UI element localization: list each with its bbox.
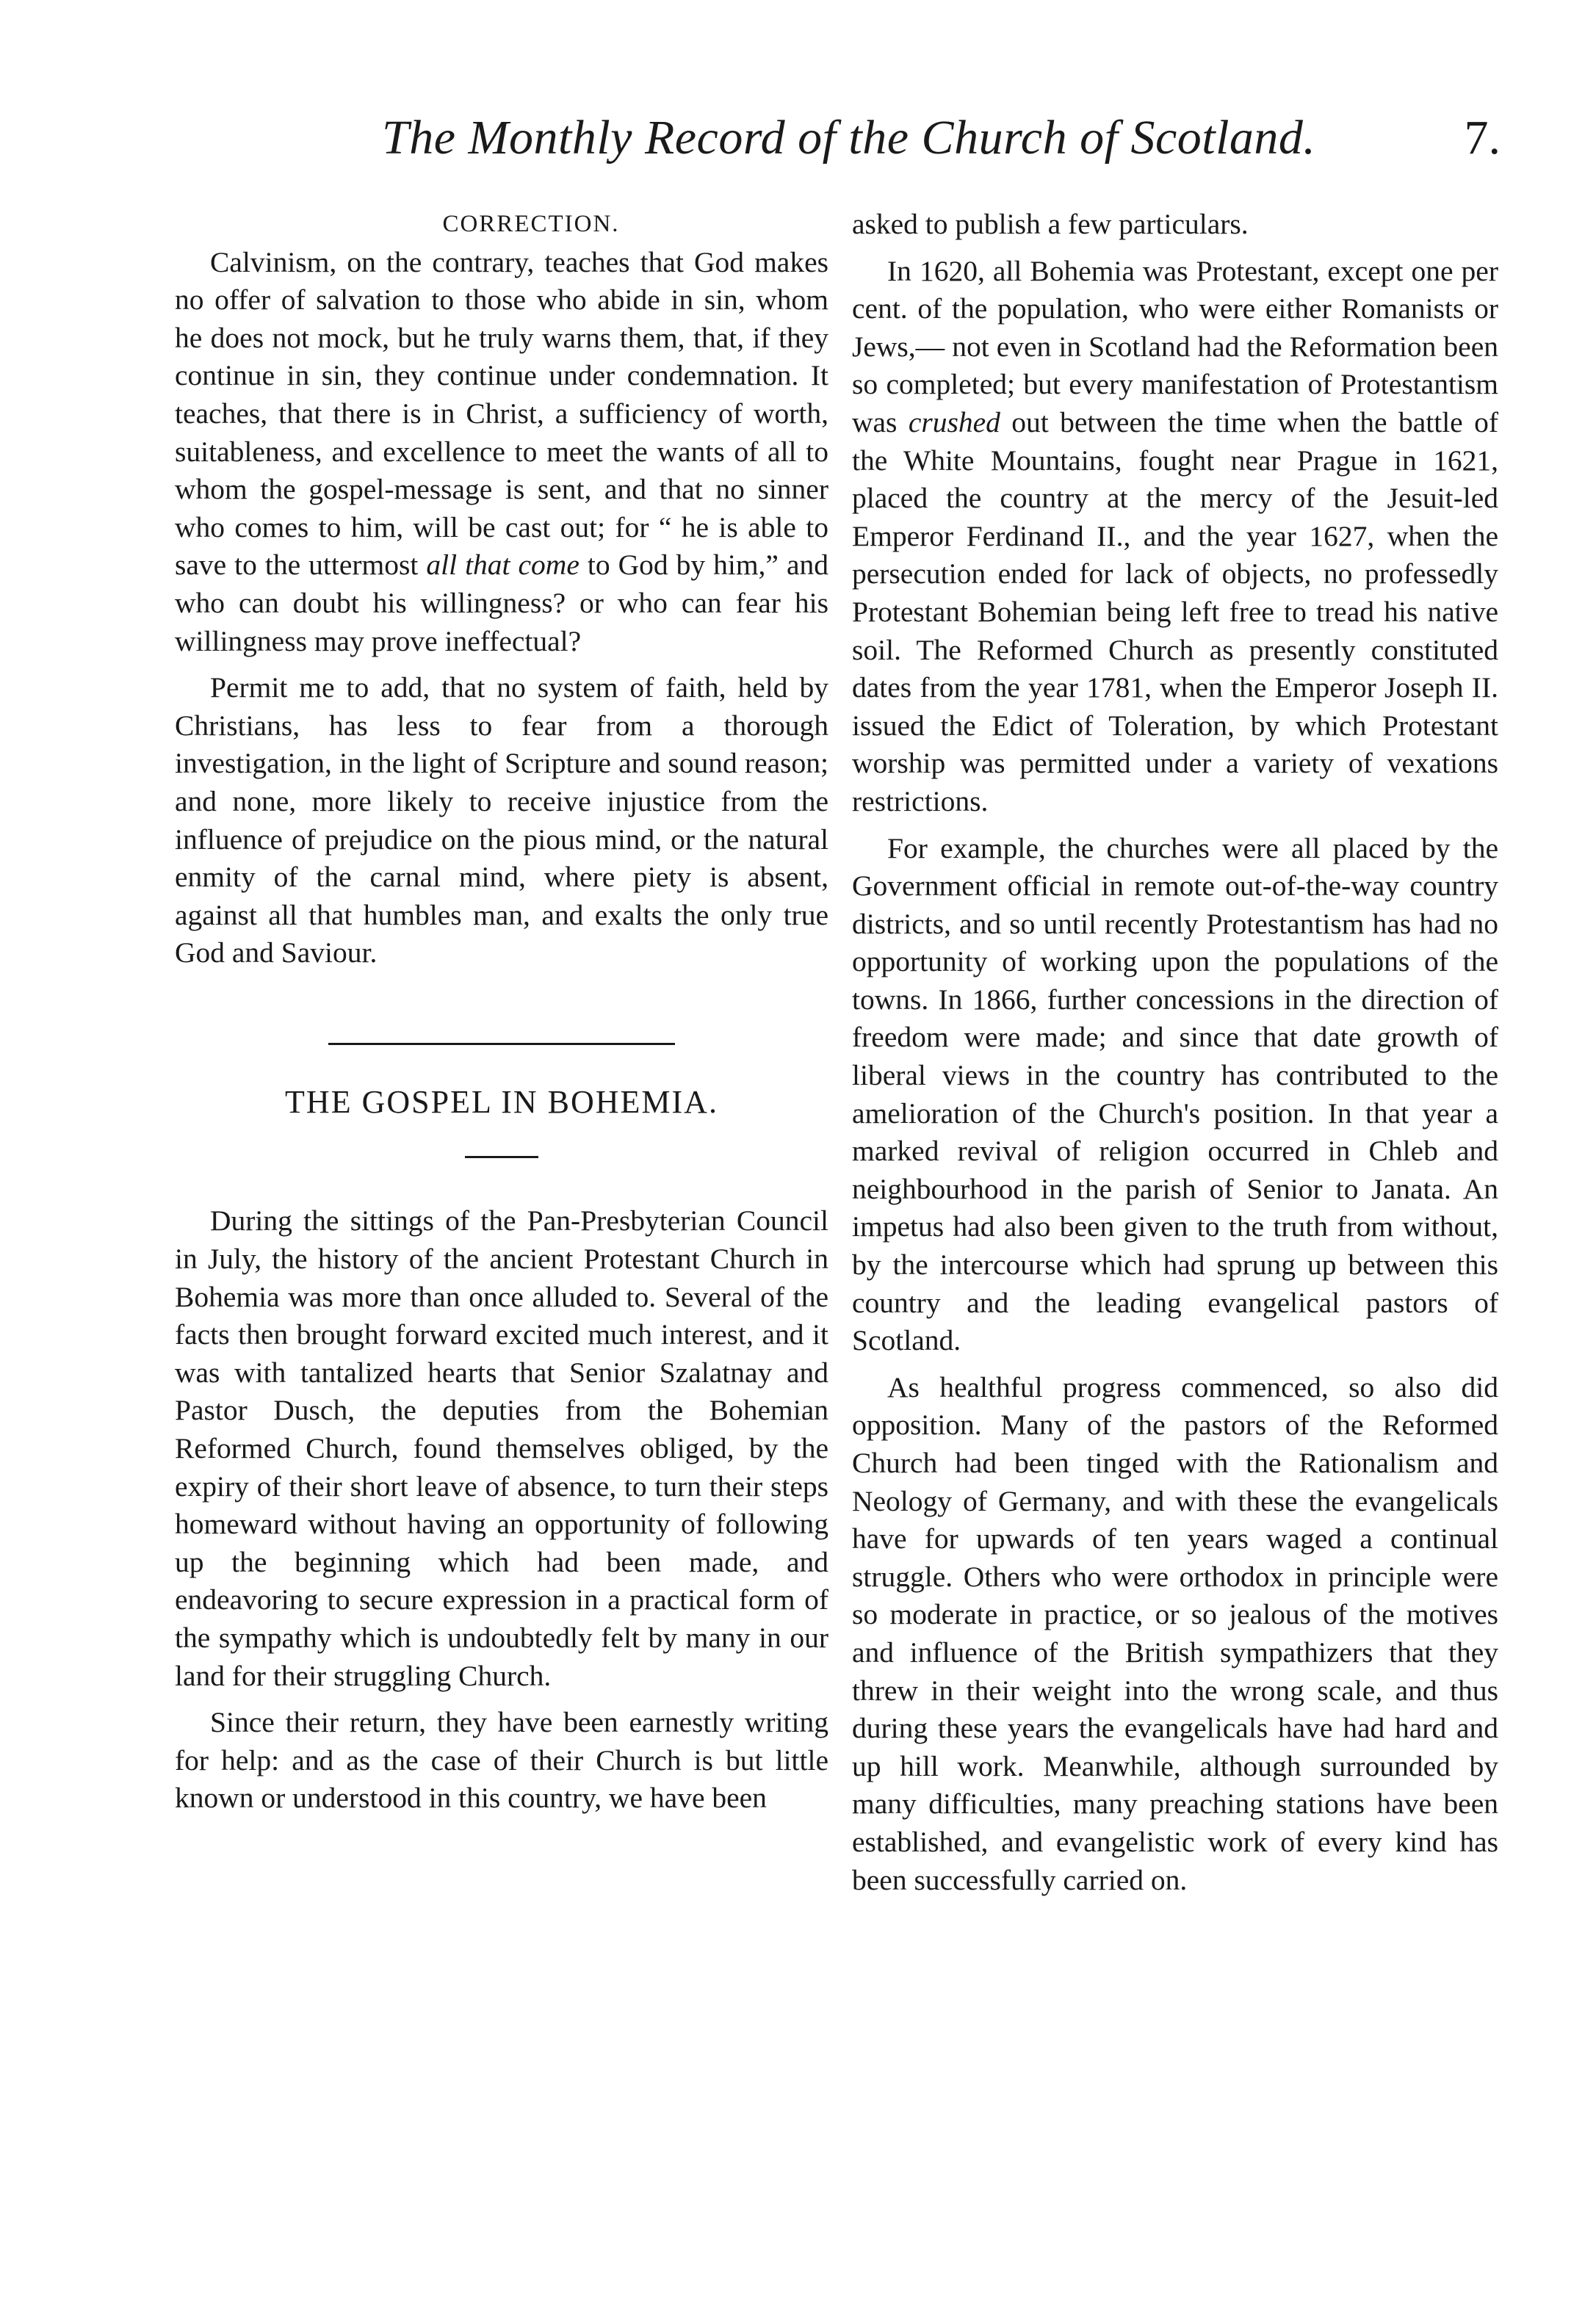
paragraph: Permit me to add, that no system of faith, held by Christians, has less to fear from a thorough investigation, in the light of Scripture and sound reason; and none, more likely to receive injustice from the influence of prejudice on the pious mind, or the natural enmity of the carnal mind, where piety is absent, against all that humbles man, and exalts the only true God and Saviour. [175, 671, 828, 969]
left-column [175, 206, 828, 1818]
paragraph [852, 253, 1498, 821]
paragraph-text: to God by him,” and who can doubt his willingness? or who can fear his willingness may prove ineffectual? [175, 549, 828, 657]
paragraph: During the sittings of the Pan-Presbyterian Council in July, the history of the ancient Protestant Church in Bohemia was more than once alluded to. Several of the facts then brought forward excited much interest, and it was with tantalized hearts that Senior Szalatnay and Pastor Dusch, the deputies from the Bohemian Reformed Church, found themselves obliged, by the expiry of their short leave of absence, to turn their steps homeward without having an opportunity of following up the beginning which had been made, and endeavoring to secure expression in a practical form of the sympathy which is undoubtedly felt by many in our land for their struggling Church. [175, 1204, 828, 1692]
section-heading-correction: CORRECTION. [442, 211, 620, 237]
paragraph-text: Calvinism, on the contrary, teaches that God makes no offer of salvation to those who abide in sin, whom he does not mock, but he truly warns them, that, if they continue in sin, they continue under condemnation. It teaches, that there is in Christ, a sufficiency of worth, suitableness, and excellence to meet the wants of all to whom the gospel-message is sent, and that no sinner who comes to him, will be cast out; for “ he is able to save to the uttermost [175, 245, 828, 582]
paragraph: For example, the churches were all placed by the Government official in remote out-of-the-way country districts, and so until recently Protestantism has had no opportunity of working upon the populations of the towns. In 1866, further concessions in the direction of freedom were made; and since that date growth of liberal views in the country has contributed to the amelioration of the Church's position. In that year a marked revival of religion occurred in Chleb and neighbourhood in the parish of Senior to Janata. An impetus had also been given to the truth from without, by the intercourse which had sprung up between this country and the leading evangelical pastors of Scotland. [852, 831, 1498, 1357]
paragraph-text: In 1620, all Bohemia was Protestant, except one per cent. of the population, who were either Romanists or Jews,— not even in Scotland had the Reformation been so completed; but every manifestation of Protestantism was [852, 254, 1498, 438]
paragraph: Since their return, they have been earnestly writing for help: and as the case of their Church is but little known or understood in this country, we have been [175, 1706, 828, 1815]
title-underline [465, 1156, 538, 1158]
paragraph-continuation: asked to publish a few particulars. [852, 208, 1249, 240]
paragraph-italic-text: all that come [426, 549, 579, 582]
paragraph-italic-text: crushed [908, 405, 1000, 438]
article-title: THE GOSPEL IN BOHEMIA. [285, 1083, 718, 1120]
section-divider [328, 1043, 675, 1045]
paragraph [175, 244, 828, 661]
running-title: The Monthly Record of the Church of Scotland. [382, 111, 1316, 165]
paragraph-text: out between the time when the battle of the White Mountains, fought near Prague in 1621, placed the country at the mercy of the Jesuit-led Emperor Ferdinand II., and the year 1627, when the persecution ended for lack of objects, no professedly Protestant Bohemian being left free to tread his native soil. The Reformed Church as presently constituted dates from the year 1781, when the Emperor Joseph II. issued the Edict of Toleration, by which Protestant worship was permitted under a variety of vexations restrictions. [852, 405, 1498, 817]
right-column [852, 206, 1498, 1899]
paragraph: As healthful progress commenced, so also did opposition. Many of the pastors of the Reformed Church had been tinged with the Rationalism and Neology of Germany, and with these the evangelicals have for upwards of ten years waged a continual struggle. Others who were orthodox in principle were so moderate in practice, or so jealous of the motives and influence of the British sympathizers that they threw in their weight into the wrong scale, and thus during these years the evangelicals have had hard and up hill work. Meanwhile, although surrounded by many difficulties, many preaching stations have been established, and evangelistic work of every kind has been successfully carried on. [852, 1370, 1498, 1896]
page-number: 7. [1464, 111, 1501, 165]
running-header [382, 110, 1501, 169]
